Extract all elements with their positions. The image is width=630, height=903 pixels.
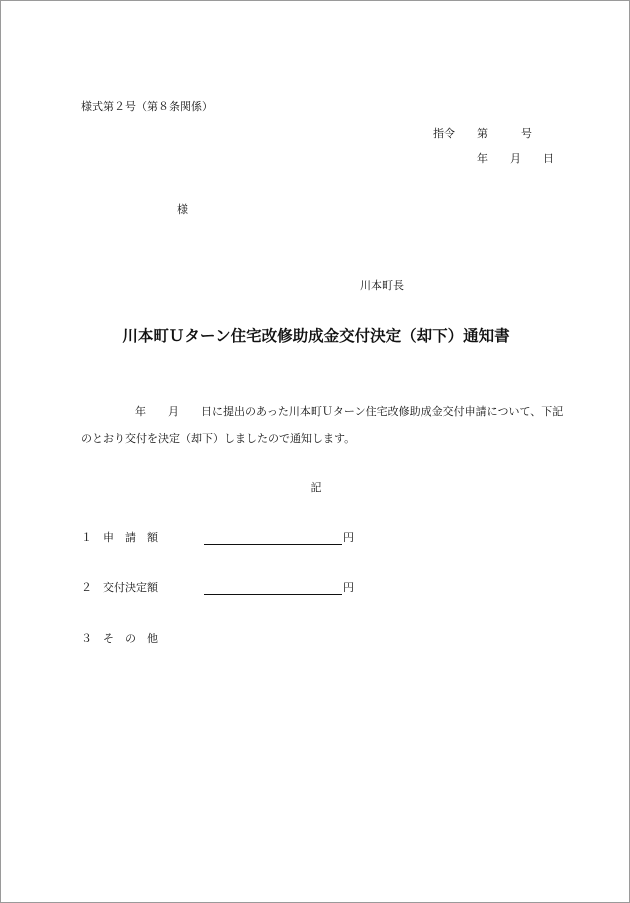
issue-date: 年 月 日	[477, 152, 554, 165]
reference-number: 指令 第 号	[433, 127, 532, 140]
item-label: ３ そ の 他	[81, 632, 158, 645]
addressee-suffix: 様	[177, 203, 188, 216]
body-text-line-1: 年 月 日に提出のあった川本町Ｕターン住宅改修助成金交付申請について、下記	[135, 405, 564, 418]
body-text-line-2: のとおり交付を決定（却下）しましたので通知します。	[81, 432, 356, 445]
amount-blank-line	[204, 544, 342, 545]
ki-heading: 記	[310, 481, 322, 494]
form-number: 様式第２号（第８条関係）	[81, 100, 213, 113]
item-label: １ 申 請 額	[81, 531, 158, 544]
yen-unit: 円	[343, 581, 354, 594]
item-label: ２ 交付決定額	[81, 581, 158, 594]
amount-blank-line	[204, 594, 342, 595]
document-title: 川本町Ｕターン住宅改修助成金交付決定（却下）通知書	[122, 326, 510, 345]
issuer-name: 川本町長	[360, 279, 404, 292]
yen-unit: 円	[343, 531, 354, 544]
